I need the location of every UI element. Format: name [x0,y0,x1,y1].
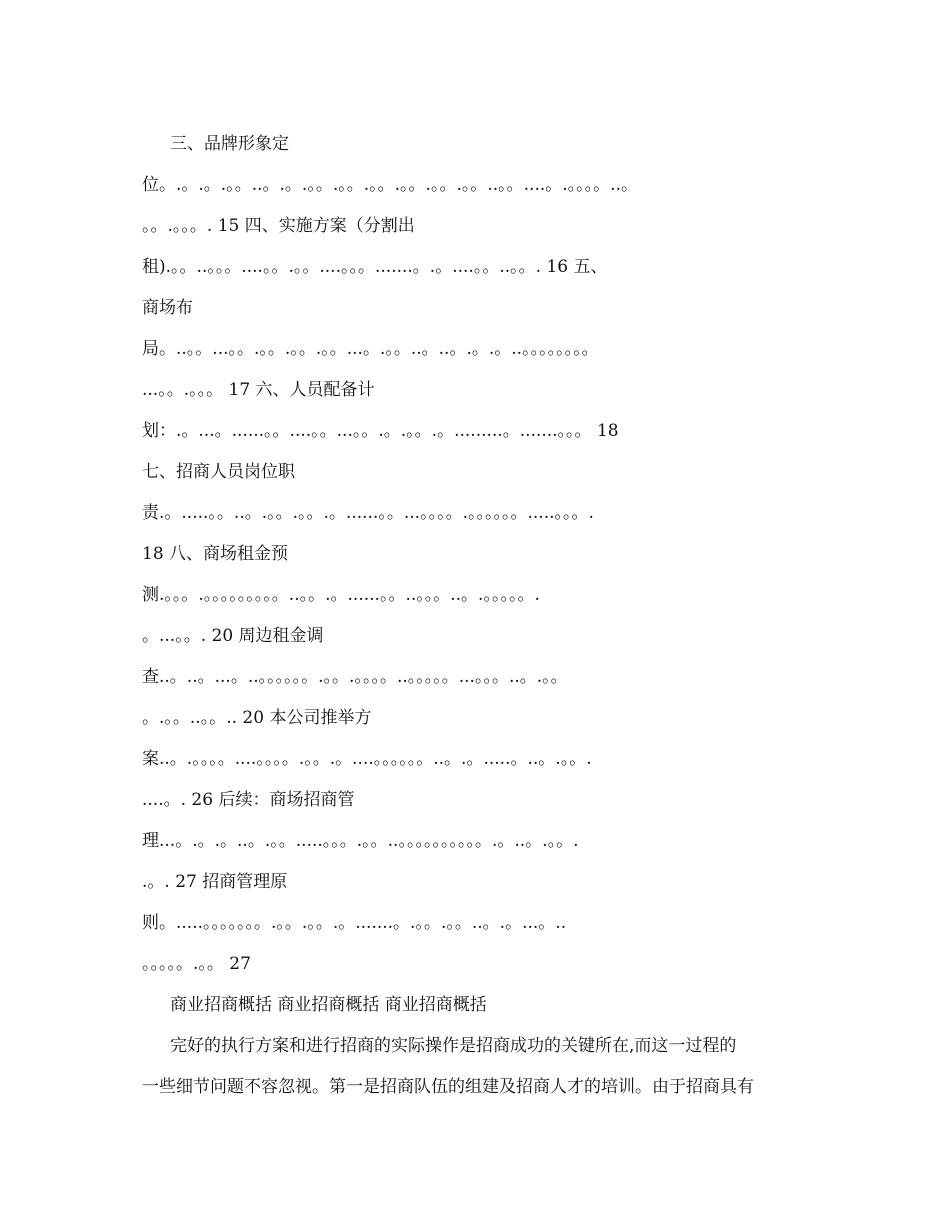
toc-line: 案..。.。。。。....。。。。.。。.。....。。。。。。..。.。.....。..。.。。. [142,749,592,769]
toc-line: 。.。。..。。.. 20 本公司推举方 [142,708,372,728]
toc-line: .。. 27 招商管理原 [142,872,288,892]
toc-line: 查..。..。...。..。。。。。。.。。.。。。。..。。。。。...。。。..。.。。 [142,667,568,687]
toc-line: ...。。.。。。 17 六、人员配备计 [142,380,375,400]
section-heading: 商业招商概括 商业招商概括 商业招商概括 [170,995,487,1015]
toc-line: 。...。。. 20 周边租金调 [142,626,324,646]
toc-line: 。。。。。.。。 27 [142,954,251,974]
toc-line: 局。..。。...。。.。。.。。.。。...。.。。..。..。.。.。..。。。。。。。。 [142,339,599,359]
toc-line: 三、品牌形象定 [170,134,289,154]
toc-line: 。。.。。。. 15 四、实施方案（分割出 [142,216,415,236]
toc-line: 理...。.。.。..。.。。.....。。。.。。..。。。。。。。。。。.。..。.。。. [142,831,579,851]
toc-line: 测.。。。.。。。。。。。。。..。。.。......。。..。。。..。.。。。。。. [142,585,540,605]
toc-line: 位。.。.。.。。..。.。.。。.。。.。。.。。.。。.。。..。。....。.。。。。..。 [142,175,638,195]
toc-line: ....。. 26 后续：商场招商管 [142,790,355,810]
toc-line: 七、招商人员岗位职 [142,462,295,482]
toc-line: 则。.....。。。。。。。.。。.。。.。.......。.。。.。。..。.。...。.. [142,913,567,933]
toc-line: 责.。.....。。..。.。。.。。.。......。。...。。。。.。。。。。。.....。。。. [142,503,594,523]
toc-line: 商场布 [142,298,193,318]
body-paragraph-line: 完好的执行方案和进行招商的实际操作是招商成功的关键所在,而这一过程的 [170,1036,737,1056]
toc-line: 租).。。..。。。....。。.。。....。。。.......。.。....。。..。。. 16 五、 [142,257,608,277]
toc-line: 划：.。...。......。。....。。...。。.。.。。.。.........。.......。。。 18 [142,421,619,441]
body-paragraph-line: 一些细节问题不容忽视。第一是招商队伍的组建及招商人才的培训。由于招商具有 [142,1077,754,1097]
toc-line: 18 八、商场租金预 [142,544,289,564]
